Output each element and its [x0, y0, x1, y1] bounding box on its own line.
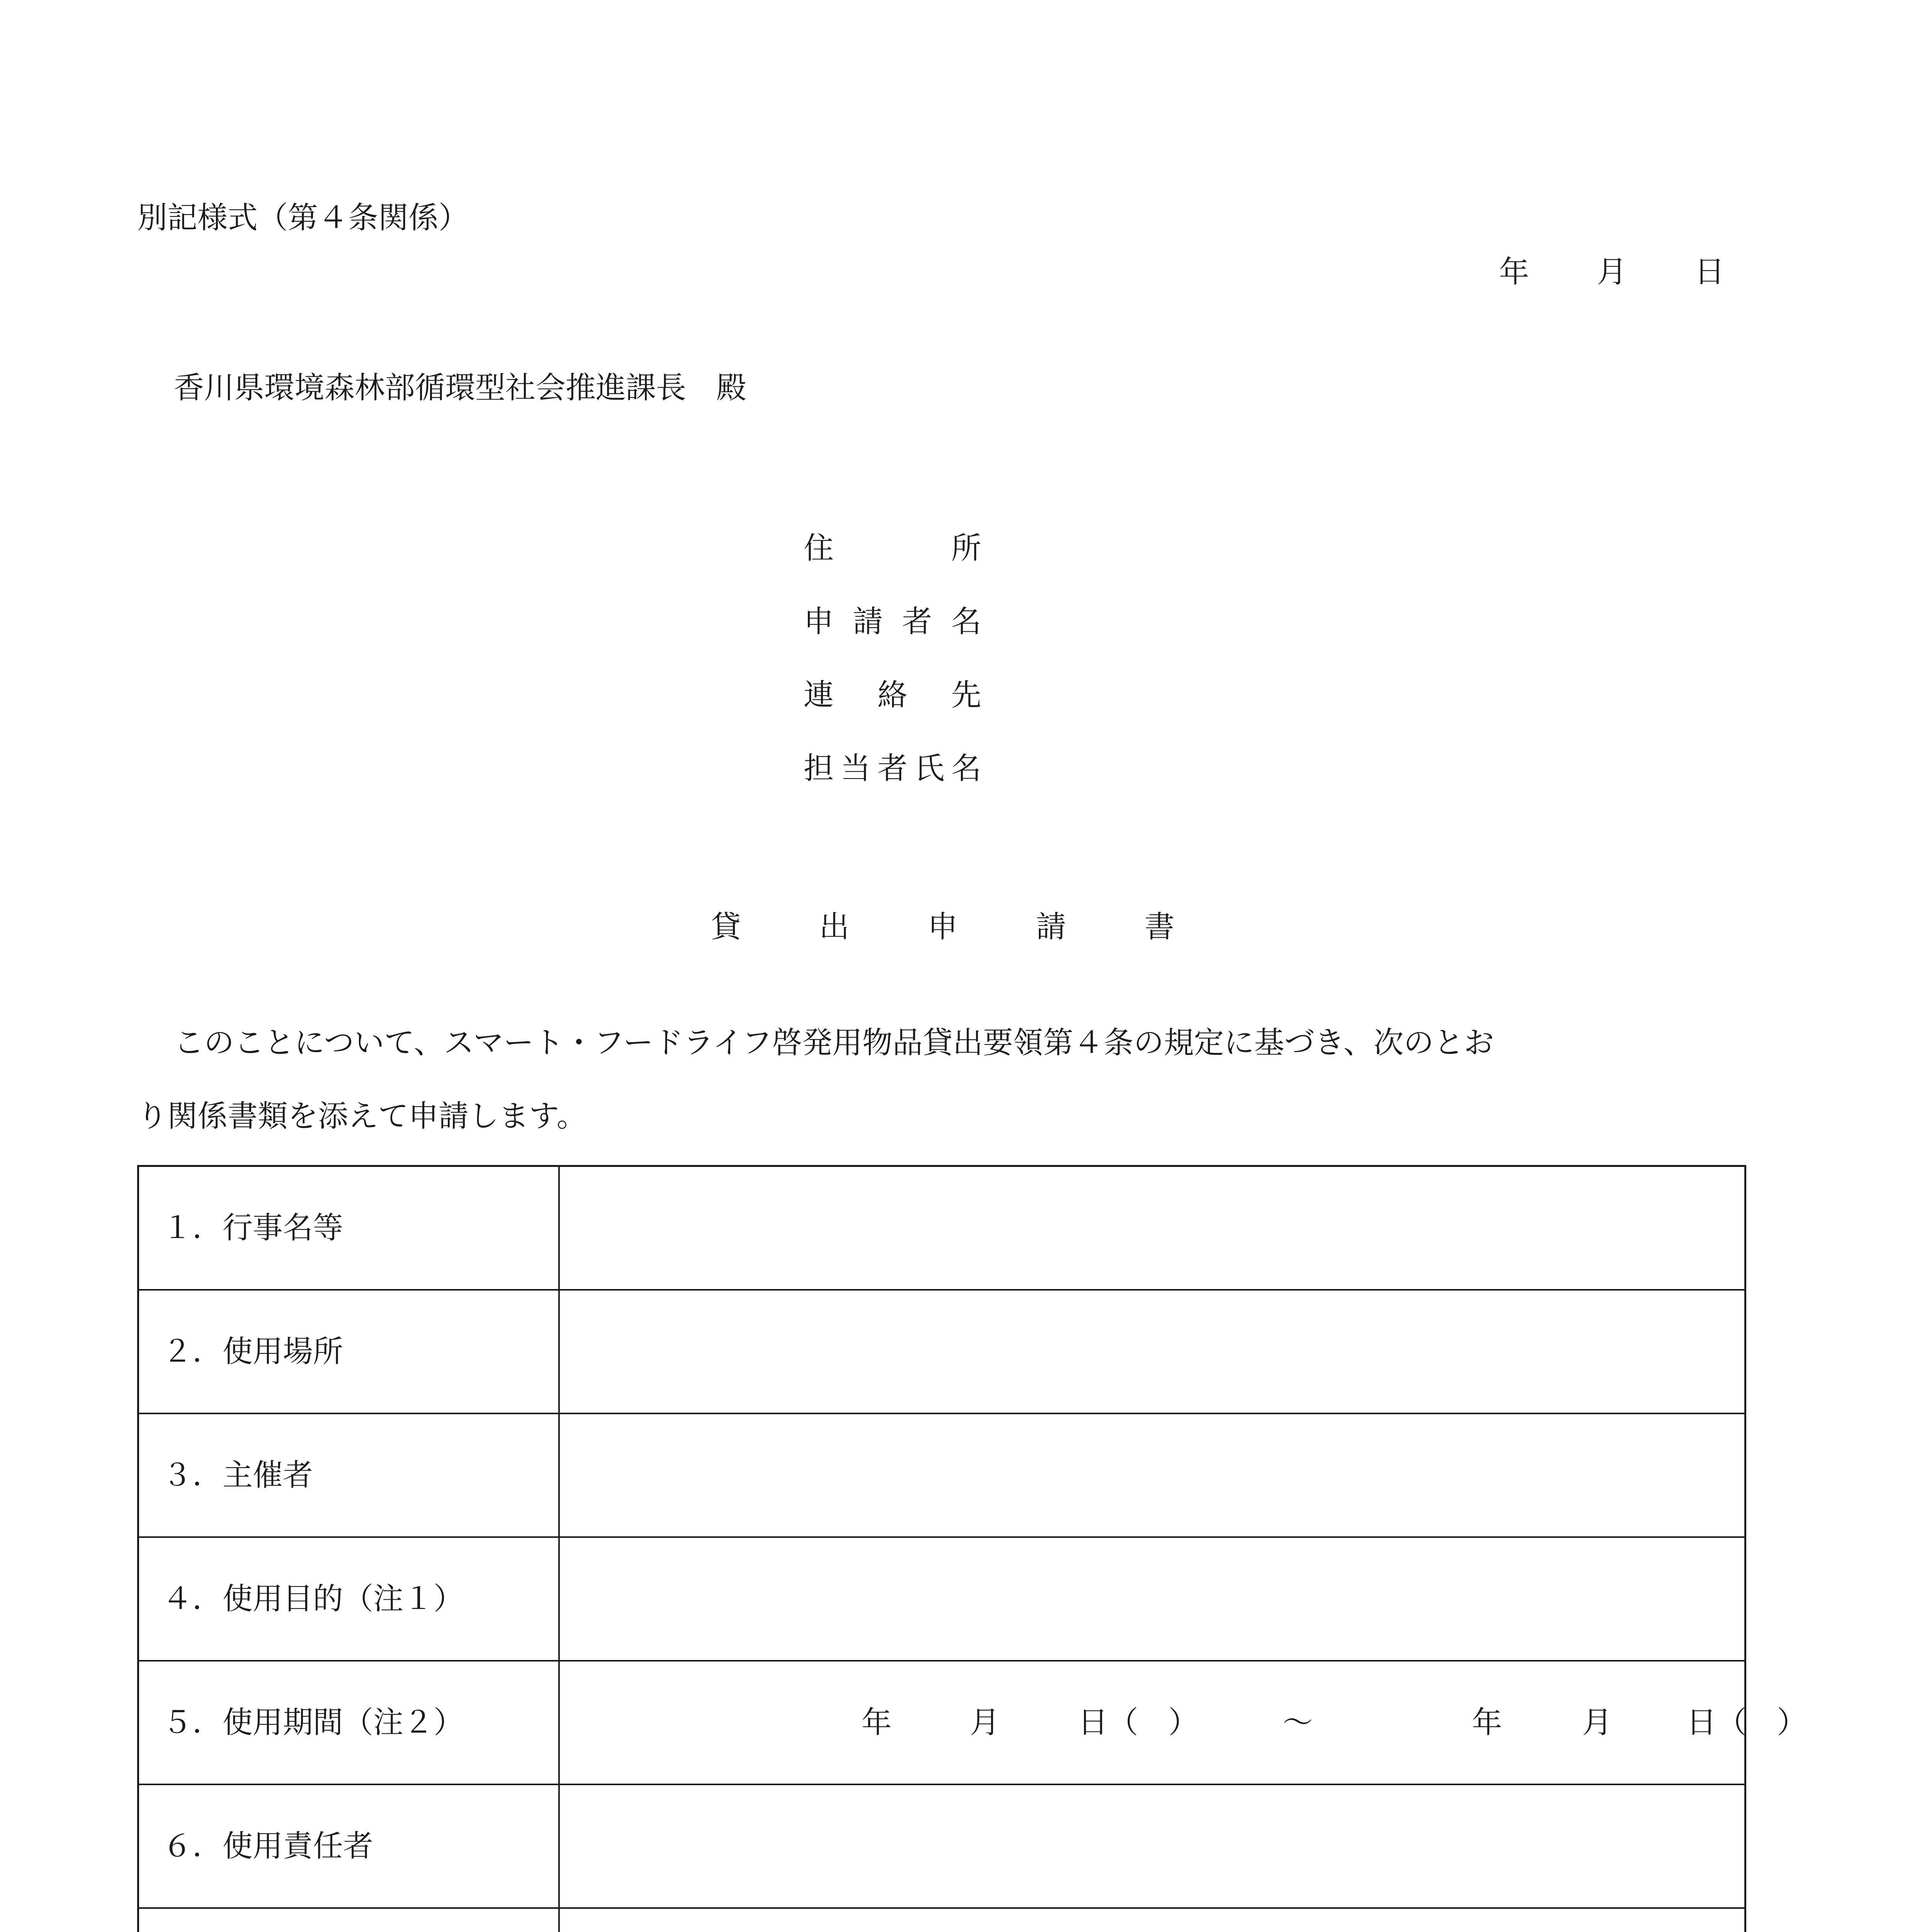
applicant-address-label: 住所: [804, 531, 981, 566]
purpose-field[interactable]: [564, 1538, 1744, 1660]
document-title: 貸出申請書: [711, 910, 1174, 944]
table-row-venue: [139, 1291, 1744, 1414]
date-month-label: 月: [1597, 255, 1627, 289]
period-field[interactable]: [564, 1662, 1807, 1784]
event-name-field[interactable]: [564, 1167, 1744, 1289]
table-row-event-name: [139, 1167, 1744, 1291]
period-end-year: 年: [1472, 1705, 1502, 1740]
organizer-field[interactable]: [564, 1414, 1744, 1536]
row-label: ５．使用期間（注２）: [162, 1705, 464, 1740]
table-row-items: [139, 1909, 1744, 1932]
date-year-label: 年: [1499, 255, 1530, 289]
venue-field[interactable]: [564, 1291, 1744, 1413]
period-end-day: 日（ ）: [1686, 1705, 1807, 1740]
period-tilde: ～: [1283, 1705, 1313, 1740]
row-label: ２．使用場所: [162, 1334, 343, 1369]
row-label: １．行事名等: [162, 1211, 343, 1245]
row-label: ４．使用目的（注１）: [162, 1582, 464, 1616]
period-start-month: 月: [970, 1705, 1000, 1740]
applicant-person-label: 担当者氏名: [804, 751, 981, 786]
items-field[interactable]: [564, 1909, 1744, 1932]
table-row-purpose: [139, 1538, 1744, 1662]
table-row-organizer: [139, 1414, 1744, 1538]
date-line: [1499, 257, 1725, 287]
applicant-contact-label: 連絡先: [804, 678, 981, 713]
period-start-year: 年: [862, 1705, 892, 1740]
date-day-label: 日: [1694, 255, 1725, 289]
body-text-line-2: り関係書類を添えて申請します。: [137, 1099, 587, 1134]
table-row-period: [139, 1662, 1807, 1785]
row-label: ６．使用責任者: [162, 1829, 374, 1864]
period-start-day: 日（ ）: [1078, 1705, 1199, 1740]
form-label: 別記様式（第４条関係）: [137, 201, 469, 235]
row-label: ３．主催者: [162, 1458, 313, 1493]
responsible-field[interactable]: [564, 1785, 1744, 1907]
period-end-month: 月: [1582, 1705, 1613, 1740]
applicant-name-label: 申請者名: [804, 604, 981, 639]
table-row-responsible: [139, 1785, 1744, 1909]
application-table: [137, 1165, 1807, 1932]
addressee: 香川県環境森林部循環型社会推進課長 殿: [174, 371, 747, 405]
body-text-line-1: このことについて、スマート・フードライフ啓発用物品貸出要領第４条の規定に基づき、次のとお: [174, 1026, 1494, 1060]
